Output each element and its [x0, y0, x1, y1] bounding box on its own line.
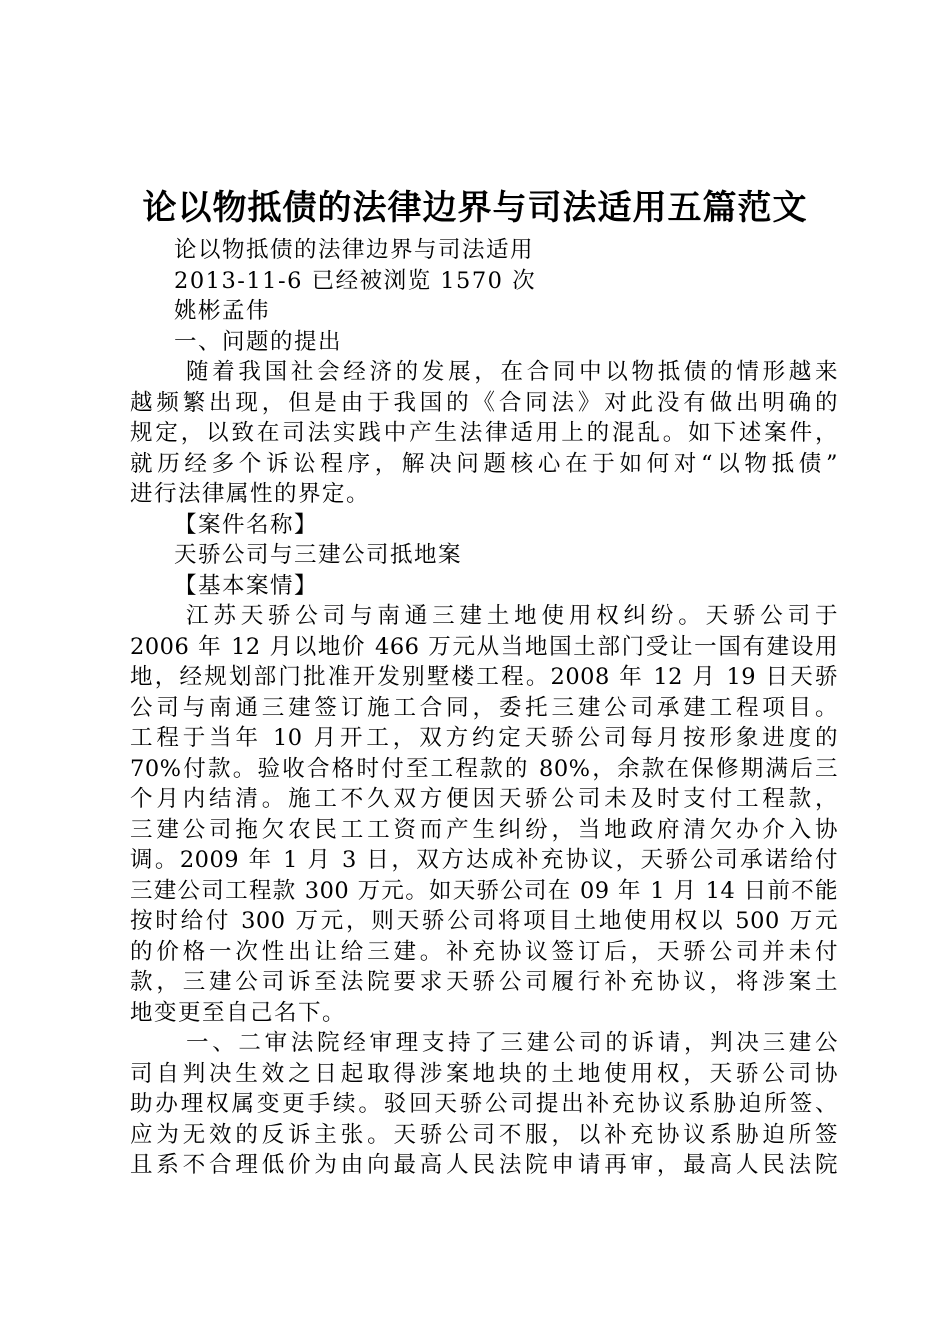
paragraph-line: 地变更至自己名下。	[130, 999, 347, 1026]
paragraph-line: 一、二审法院经审理支持了三建公司的诉请，判决三建公	[186, 1030, 838, 1056]
paragraph-line: 司自判决生效之日起取得涉案地块的土地使用权，天骄公司协	[130, 1060, 838, 1087]
paragraph-line: 随着我国社会经济的发展，在合同中以物抵债的情形越来	[186, 359, 838, 385]
case-name: 天骄公司与三建公司抵地案	[174, 542, 463, 568]
paragraph-line: 越频繁出现，但是由于我国的《合同法》对此没有做出明确的	[130, 389, 838, 416]
author-line: 姚彬孟伟	[174, 298, 271, 324]
section-heading: 一、问题的提出	[174, 328, 343, 355]
paragraph-line: 调。2009 年 1 月 3 日，双方达成补充协议，天骄公司承诺给付	[130, 847, 838, 873]
paragraph-line: 三建公司工程款 300 万元。如天骄公司在 09 年 1 月 14 日前不能	[130, 877, 838, 904]
document-title: 论以物抵债的法律边界与司法适用五篇范文	[142, 188, 808, 228]
paragraph-line: 按时给付 300 万元，则天骄公司将项目土地使用权以 500 万元	[130, 908, 838, 934]
paragraph-line: 进行法律属性的界定。	[130, 481, 371, 507]
paragraph-line: 个月内结清。施工不久双方便因天骄公司未及时支付工程款，	[130, 786, 838, 812]
paragraph-line: 且系不合理低价为由向最高人民法院申请再审，最高人民法院	[130, 1152, 838, 1178]
case-facts-label: 【基本案情】	[174, 572, 319, 599]
paragraph-line: 款，三建公司诉至法院要求天骄公司履行补充协议，将涉案土	[130, 969, 838, 995]
paragraph-line: 地，经规划部门批准开发别墅楼工程。2008 年 12 月 19 日天骄	[130, 664, 838, 690]
paragraph-line: 应为无效的反诉主张。天骄公司不服，以补充协议系胁迫所签	[130, 1121, 838, 1148]
paragraph-line: 三建公司拖欠农民工工资而产生纠纷，当地政府清欠办介入协	[130, 816, 838, 843]
paragraph-line: 就历经多个诉讼程序，解决问题核心在于如何对“以物抵债”	[130, 450, 838, 477]
paragraph-case-facts	[130, 601, 838, 1028]
paragraph-line: 助办理权属变更手续。驳回天骄公司提出补充协议系胁迫所签、	[130, 1091, 838, 1117]
paragraph-line: 公司与南通三建签订施工合同，委托三建公司承建工程项目。	[130, 694, 838, 721]
paragraph-line: 工程于当年 10 月开工，双方约定天骄公司每月按形象进度的	[130, 725, 838, 751]
case-name-label: 【案件名称】	[174, 511, 319, 538]
paragraph-line: 规定，以致在司法实践中产生法律适用上的混乱。如下述案件，	[130, 420, 838, 446]
paragraph-line: 江苏天骄公司与南通三建土地使用权纠纷。天骄公司于	[186, 603, 838, 629]
paragraph-intro	[130, 357, 838, 510]
publish-meta: 2013-11-6 已经被浏览 1570 次	[174, 267, 537, 294]
paragraph-line: 2006 年 12 月以地价 466 万元从当地国土部门受让一国有建设用	[130, 633, 838, 660]
paragraph-line: 70%付款。验收合格时付至工程款的 80%，余款在保修期满后三	[130, 755, 838, 782]
paragraph-line: 的价格一次性出让给三建。补充协议签订后，天骄公司并未付	[130, 938, 838, 965]
subtitle: 论以物抵债的法律边界与司法适用	[174, 237, 535, 263]
document-body	[130, 235, 838, 1181]
paragraph-judgment	[130, 1028, 838, 1181]
